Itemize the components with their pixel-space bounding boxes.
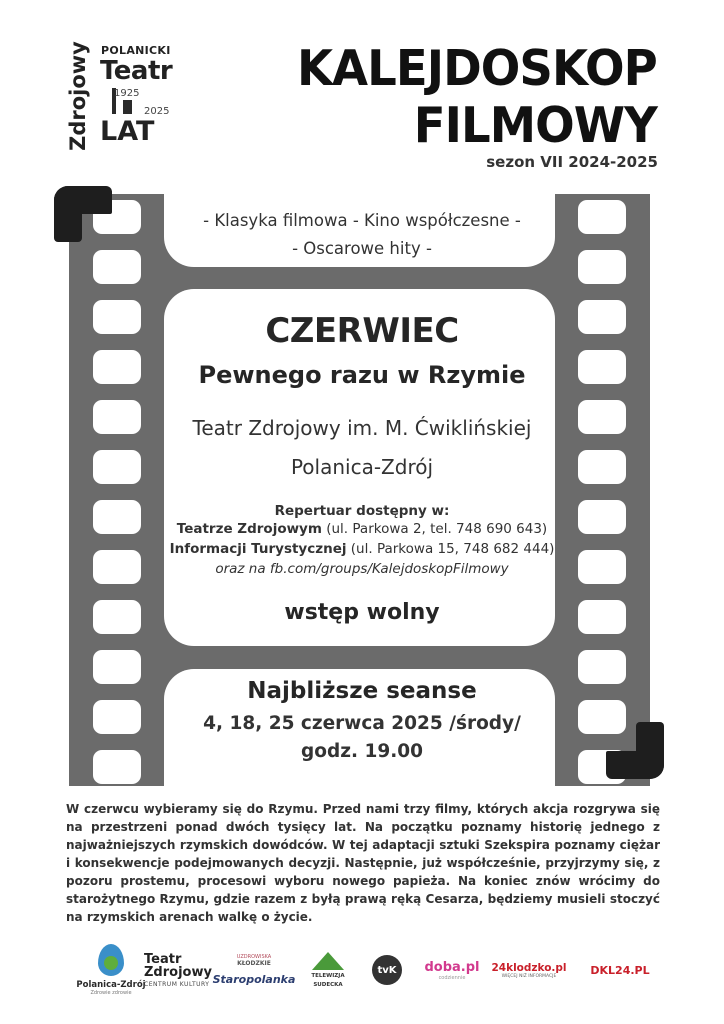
- repertoire-place-1: Teatrze Zdrojowym: [176, 521, 322, 537]
- repertoire-line-2: [0, 541, 724, 557]
- screenings-dates: 4, 18, 25 czerwca 2025 /środy/: [203, 713, 521, 734]
- sponsor-telewizja-line-1: TELEWIZJA: [311, 973, 345, 979]
- admission-label: wstęp wolny: [284, 600, 440, 625]
- sponsor-teatr-line-2: Zdrojowy: [144, 964, 212, 980]
- logo-lat: LAT: [100, 116, 155, 147]
- sponsor-24klodzko[interactable]: [491, 940, 567, 1000]
- sponsor-teatr-zdrojowy[interactable]: [144, 940, 210, 1000]
- logo-teatr: Teatr: [100, 56, 173, 86]
- description: W czerwcu wybieramy się do Rzymu. Przed nami trzy filmy, których akcja rozgrywa się na przestrzeni ponad dwóch tysięcy lat. Na początku poznamy historię jednego z najważniejszych rzymskich dowódców. W tej adaptacji sztuki Szekspira poznamy ciężar i konsekwencje podejmowanych decyzji. Następnie, już współcześnie, przyjrzymy się, z pozoru prostemu, procesowi wyboru nowego papieża. Na koniec znów wrócimy do starożytnego Rzymu, gdzie razem z byłą prawą ręką Cesarza, będziemy musieli stoczyć na rzymskich arenach walkę o życie.: [66, 802, 660, 924]
- sponsor-doba-name: doba.pl: [424, 959, 480, 975]
- polanica-drop-icon: [98, 944, 124, 976]
- sponsor-teatr-line-3: CENTRUM KULTURY: [144, 980, 210, 988]
- logo-zdrojowy-text: Zdrojowy: [66, 41, 90, 151]
- screenings-time: godz. 19.00: [301, 741, 423, 762]
- repertoire-facebook-link[interactable]: oraz na fb.com/groups/KalejdoskopFilmowy: [215, 561, 509, 577]
- mountain-icon: [312, 952, 344, 970]
- repertoire-place-2: Informacji Turystycznej: [169, 541, 347, 557]
- sponsor-telewizja-sudecka[interactable]: [306, 940, 350, 1000]
- sponsor-24klodzko-name: 24klodzko.pl: [491, 961, 567, 974]
- sponsor-doba[interactable]: [424, 940, 480, 1000]
- sponsor-doba-sub: codziennie: [438, 974, 466, 981]
- sponsor-staropolanka-mid: KŁODZKIE: [237, 960, 271, 967]
- screenings-heading: Najbliższe seanse: [247, 678, 477, 704]
- venue: Teatr Zdrojowy im. M. Ćwiklińskiej: [192, 416, 532, 440]
- repertoire-line-1: [0, 521, 724, 537]
- season-label: sezon VII 2024-2025: [486, 153, 658, 171]
- title-line-2: FILMOWY: [413, 97, 657, 154]
- repertoire-address-1: (ul. Parkowa 2, tel. 748 690 643): [321, 521, 548, 537]
- sponsor-polanica-name: Polanica-Zdrój: [76, 980, 146, 990]
- sponsor-telewizja-line-2: SUDECKA: [313, 982, 343, 988]
- film-title: Pewnego razu w Rzymie: [198, 361, 526, 389]
- title-line-1: KALEJDOSKOP: [297, 40, 657, 97]
- logo-year-start: 1925: [114, 88, 140, 99]
- repertoire-address-2: (ul. Parkowa 15, 748 682 444): [346, 541, 555, 557]
- logo-year-end: 2025: [144, 106, 170, 117]
- sponsor-staropolanka-name: Staropolanka: [212, 973, 296, 986]
- genres-line-2: - Oscarowe hity -: [292, 239, 432, 258]
- sponsor-dkl24-name: DKL24.PL: [590, 963, 650, 977]
- sponsor-staropolanka[interactable]: [212, 940, 296, 1000]
- repertoire-heading: Repertuar dostępny w:: [274, 503, 450, 519]
- sponsor-polanica-sub: Zdrowie zdrowie: [90, 990, 132, 996]
- genres-line-1: - Klasyka filmowa - Kino współczesne -: [203, 211, 521, 230]
- logo-polanicki: POLANICKI: [101, 44, 171, 57]
- sponsor-tvk-name: tvK: [372, 955, 402, 985]
- sponsor-teatr-line-1: Teatr: [144, 951, 182, 967]
- city: Polanica-Zdrój: [290, 455, 434, 479]
- sponsor-tvk[interactable]: [370, 940, 404, 1000]
- event-month: CZERWIEC: [265, 311, 459, 351]
- sponsor-staropolanka-top: UZDROWISKA: [236, 954, 272, 960]
- sponsor-dkl24[interactable]: [584, 940, 656, 1000]
- sponsor-polanica-zdroj[interactable]: [76, 940, 146, 1000]
- sponsor-24klodzko-sub: WIĘCEJ NIŻ INFORMACJE: [501, 973, 557, 979]
